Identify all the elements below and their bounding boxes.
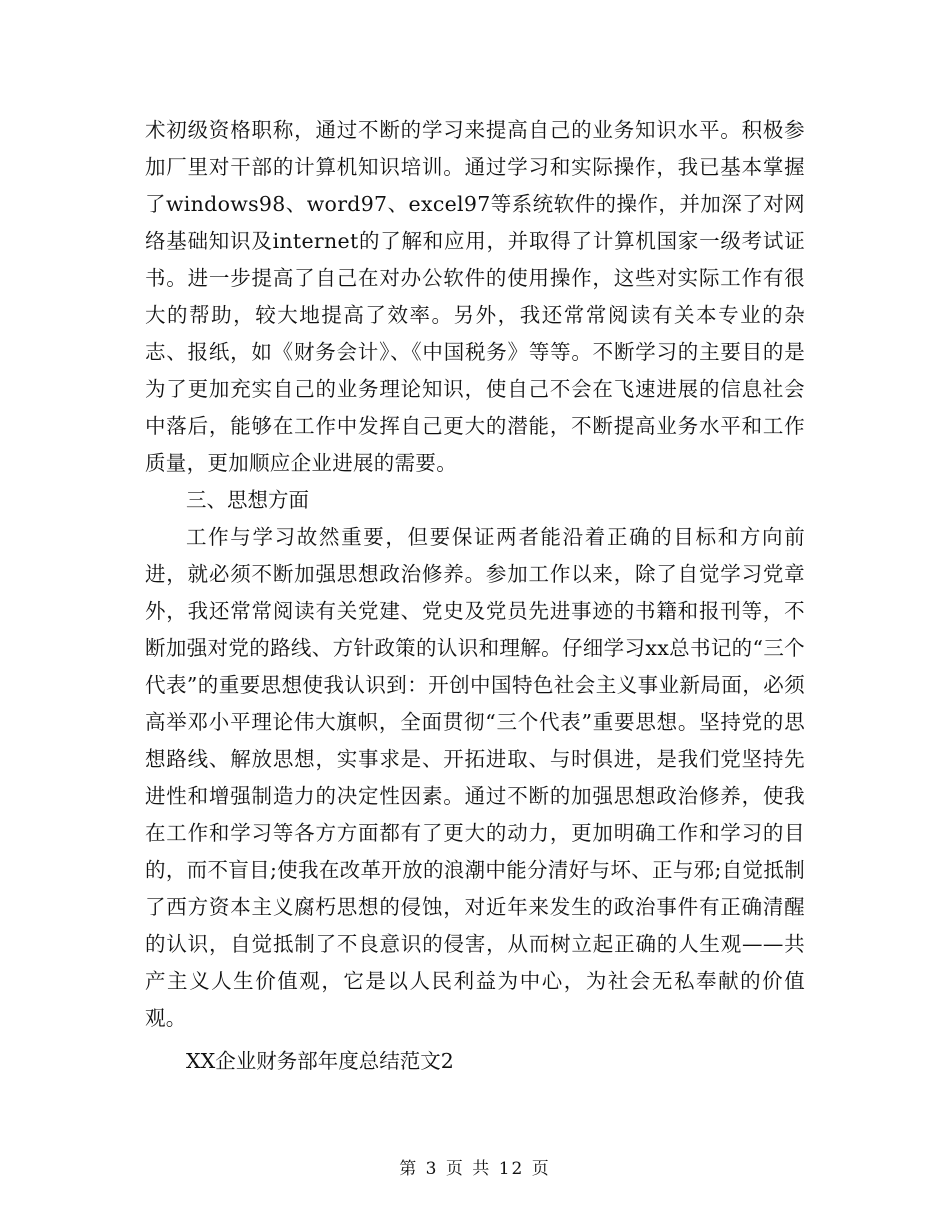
document-body xyxy=(145,112,805,1080)
document-subtitle: XX企业财务部年度总结范文2 xyxy=(186,1049,454,1073)
section-heading-ideology: 三、思想方面 xyxy=(186,488,309,512)
page-number-footer: 第 3 页 共 12 页 xyxy=(399,1159,551,1179)
paragraph-ideology: 工作与学习故然重要，但要保证两者能沿着正确的目标和方向前进，就必须不断加强思想政治修养。参加工作以来，除了自觉学习党章外，我还常常阅读有关党建、党史及党员先进事迹的书籍和报刊等，不断加强对党的路线、方针政策的认识和理解。仔细学习xx总书记的“三个代表”的重要思想使我认识到：开创中国特色社会主义事业新局面，必须高举邓小平理论伟大旗帜，全面贯彻“三个代表”重要思想。坚持党的思想路线、解放思想，实事求是、开拓进取、与时俱进，是我们党坚持先进性和增强制造力的决定性因素。通过不断的加强思想政治修养，使我在工作和学习等各方方面都有了更大的动力，更加明确工作和学习的目的，而不盲目;使我在改革开放的浪潮中能分清好与坏、正与邪;自觉抵制了西方资本主义腐朽思想的侵蚀，对近年来发生的政治事件有正确清醒的认识，自觉抵制了不良意识的侵害，从而树立起正确的人生观——共产主义人生价值观，它是以人民利益为中心，为社会无私奉献的价值观。 xyxy=(145,525,805,1030)
paragraph-study: 术初级资格职称，通过不断的学习来提高自己的业务知识水平。积极参加厂里对干部的计算机知识培训。通过学习和实际操作，我已基本掌握了windows98、word97、excel97等系统软件的操作，并加深了对网络基础知识及internet的了解和应用，并取得了计算机国家一级考试证书。进一步提高了自己在对办公软件的使用操作，这些对实际工作有很大的帮助，较大地提高了效率。另外，我还常常阅读有关本专业的杂志、报纸，如《财务会计》、《中国税务》等等。不断学习的主要目的是为了更加充实自己的业务理论知识，使自己不会在飞速进展的信息社会中落后，能够在工作中发挥自己更大的潜能，不断提高业务水平和工作质量，更加顺应企业进展的需要。 xyxy=(145,118,805,475)
